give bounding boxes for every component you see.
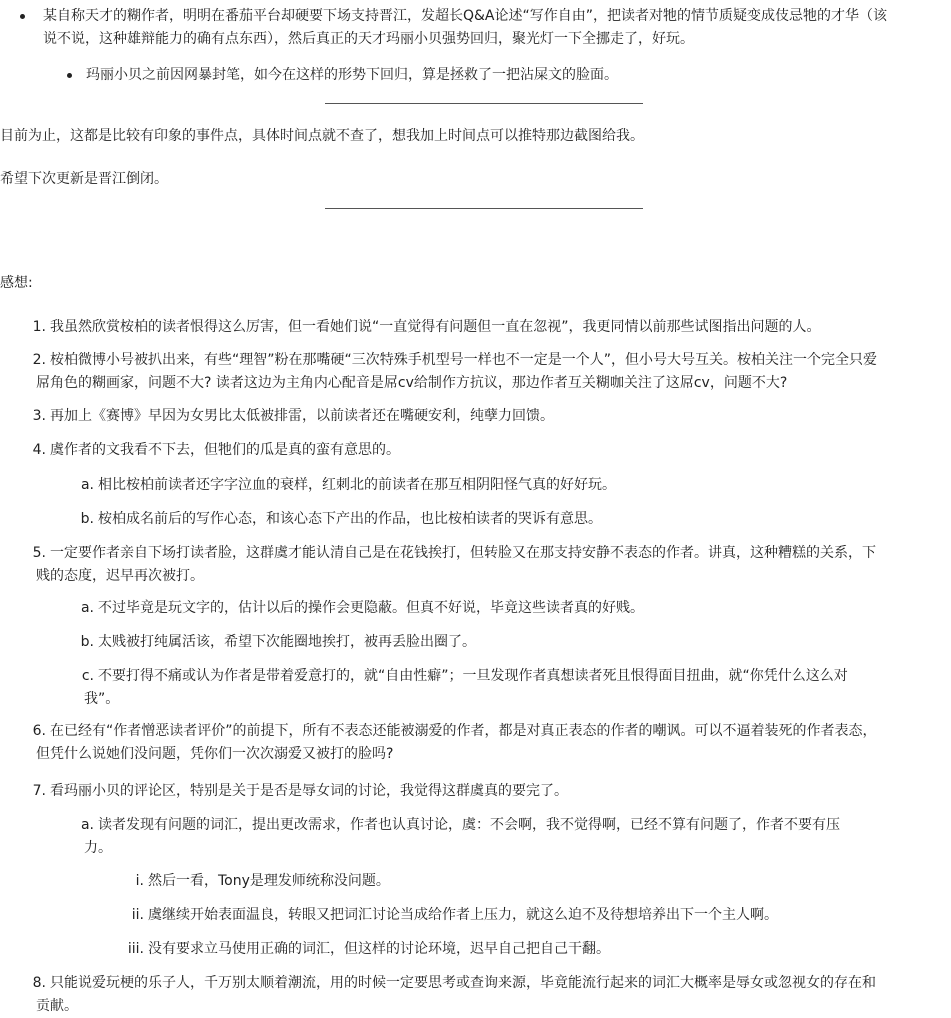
paragraph-line: 玛丽小贝之前因网暴封笔，如今在这样的形势下回归，算是拯救了一把沾屎文的脸面。 — [86, 67, 618, 83]
list-marker: i. — [135, 873, 144, 889]
list-item-line: 虞继续开始表面温良，转眼又把词汇讨论当成给作者上压力，就这么迫不及待想培养出下一个主人啊。 — [148, 907, 778, 923]
list-marker: 3. — [32, 408, 46, 424]
list-marker: a. — [80, 600, 94, 616]
list-marker: iii. — [127, 941, 144, 957]
list-item-line: 不过毕竟是玩文字的，估计以后的操作会更隐蔽。但真不好说，毕竟这些读者真的好贱。 — [98, 600, 644, 616]
list-marker: 7. — [32, 783, 46, 799]
list-marker: b. — [80, 634, 94, 650]
list-item-line: 读者发现有问题的词汇，提出更改需求，作者也认真讨论，虞：不会啊，我不觉得啊，已经不算有问题了，作者不要有压 — [98, 817, 840, 833]
list-marker: a. — [80, 817, 94, 833]
paragraph-line: 某自称天才的糊作者，明明在番茄平台却硬要下场支持晋江，发超长Q&A论述“写作自由”，把读者对牠的情节质疑变成伎忌牠的才华（该 — [43, 8, 888, 24]
paragraph-hope: 希望下次更新是晋江倒闭。 — [0, 171, 168, 187]
list-marker: b. — [80, 511, 94, 527]
paragraph-timeline: 目前为止，这都是比较有印象的事件点，具体时间点就不查了，想我加上时间点可以推特那边截图给我。 — [0, 128, 644, 144]
list-item-line: 我虽然欣赏桉柏的读者恨得这么厉害，但一看她们说“一直觉得有问题但一直在忽视”，我更同情以前那些试图指出问题的人。 — [50, 319, 821, 335]
list-marker: 8. — [32, 975, 46, 991]
list-item-line: 贡献。 — [36, 998, 78, 1014]
list-marker: 2. — [32, 352, 46, 368]
list-item-line: 桉柏成名前后的写作心态，和该心态下产出的作品，也比桉柏读者的哭诉有意思。 — [98, 511, 602, 527]
list-marker: a. — [80, 477, 94, 493]
list-item-line: 太贱被打纯属活该，希望下次能圈地挨打，被再丢脸出圈了。 — [98, 634, 476, 650]
list-marker: 5. — [32, 545, 46, 561]
list-item-line: 但凭什么说她们没问题，凭你们一次次溺爱又被打的脸吗? — [36, 746, 394, 762]
list-item-line: 看玛丽小贝的评论区，特别是关于是否是辱女词的讨论，我觉得这群虞真的要完了。 — [50, 783, 568, 799]
list-marker: c. — [81, 668, 94, 684]
horizontal-rule — [325, 103, 643, 104]
list-item-line: 只能说爱玩梗的乐子人，千万别太顺着潮流，用的时候一定要思考或查询来源，毕竟能流行起来的词汇大概率是辱女或忽视女的存在和 — [50, 975, 876, 991]
list-item-line: 贱的态度，迟早再次被打。 — [36, 568, 204, 584]
thoughts-heading: 感想: — [0, 275, 33, 291]
list-item-line: 没有要求立马使用正确的词汇，但这样的讨论环境，迟早自己把自己干翻。 — [148, 941, 610, 957]
list-item-line: 我”。 — [84, 691, 120, 707]
list-marker: ii. — [131, 907, 144, 923]
list-item-line: 在已经有“作者憎恶读者评价”的前提下，所有不表态还能被溺爱的作者，都是对真正表态的作者的嘲讽。可以不逼着装死的作者表态， — [50, 723, 877, 739]
bullet-dot — [20, 14, 25, 19]
list-item-line: 力。 — [84, 840, 112, 856]
list-item-line: 然后一看，Tony是理发师统称没问题。 — [148, 873, 390, 889]
list-marker: 6. — [32, 723, 46, 739]
list-marker: 1. — [32, 319, 46, 335]
bullet-dot — [67, 73, 72, 78]
list-item-line: 相比桉柏前读者还字字泣血的衰样，红刺北的前读者在那互相阴阳怪气真的好好玩。 — [98, 477, 616, 493]
list-marker: 4. — [32, 442, 46, 458]
list-item-line: 桉柏微博小号被扒出来，有些“理智”粉在那嘴硬“三次特殊手机型号一样也不一定是一个人”，但小号大号互关。桉柏关注一个完全只爱 — [50, 352, 878, 368]
list-item-line: 虞作者的文我看不下去，但牠们的瓜是真的蛮有意思的。 — [50, 442, 400, 458]
horizontal-rule — [325, 208, 643, 209]
paragraph-line: 说不说，这种雄辩能力的确有点东西），然后真正的天才玛丽小贝强势回归，聚光灯一下全挪走了，好玩。 — [43, 31, 694, 47]
list-item-line: 不要打得不痛或认为作者是带着爱意打的，就“自由性癖”；一旦发现作者真想读者死且恨得面目扭曲，就“你凭什么这么对 — [98, 668, 848, 684]
list-item-line: 再加上《赛博》早因为女男比太低被排雷，以前读者还在嘴硬安利，纯孽力回馈。 — [50, 408, 554, 424]
list-item-line: 一定要作者亲自下场打读者脸，这群虞才能认清自己是在花钱挨打，但转脸又在那支持安静不表态的作者。讲真，这种糟糕的关系，下 — [50, 545, 876, 561]
list-item-line: 屌角色的糊画家，问题不大? 读者这边为主角内心配音是屌cv给制作方抗议，那边作者互关糊咖关注了这屌cv，问题不大? — [36, 375, 788, 391]
